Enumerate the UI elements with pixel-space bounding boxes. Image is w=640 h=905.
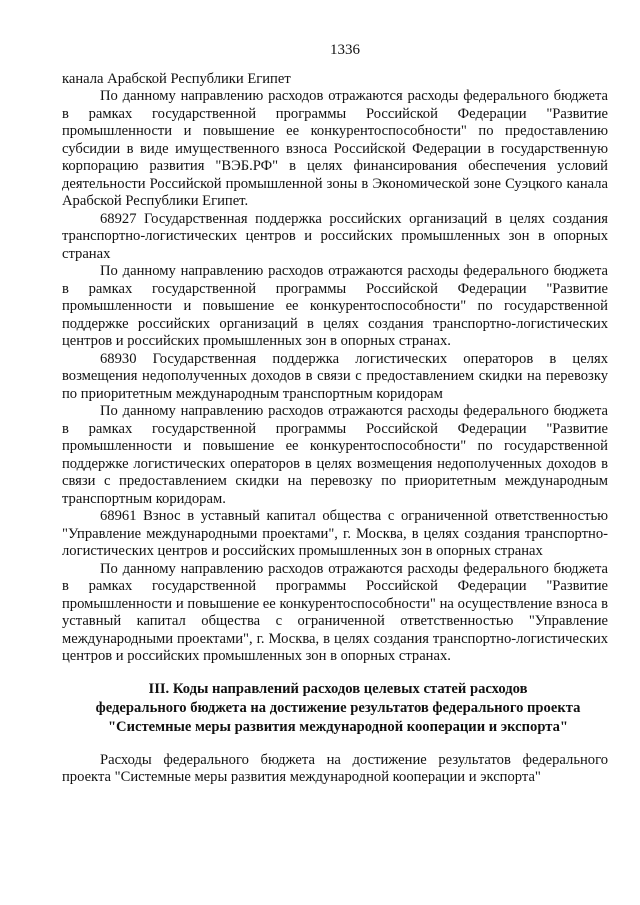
section-heading-line: федерального бюджета на достижение результатов федерального проекта (95, 699, 581, 716)
section-heading (62, 680, 608, 737)
section-heading-line: "Системные меры развития международной кооперации и экспорта" (107, 718, 569, 735)
item-68961-title: 68961 Взнос в уставный капитал общества с ограниченной ответственностью "Управление международными проектами", г. Москва, в целях создания транспортно-логистических центров и российских промышленных зон в опорных странах (62, 508, 608, 559)
page-number: 1336 (330, 42, 360, 58)
paragraph: По данному направлению расходов отражаются расходы федерального бюджета в рамках государственной программы Российской Федерации "Развитие промышленности и повышение ее конкурентоспособности" по предоставлению субсидии в виде имущественного взноса Российской Федерации в государственную корпорацию развития "ВЭБ.РФ" в целях финансирования обеспечения условий деятельности Российской промышленной зоны в Экономической зоне Суэцкого канала Арабской Республики Египет. (62, 88, 608, 209)
paragraph: По данному направлению расходов отражаются расходы федерального бюджета в рамках государственной программы Российской Федерации "Развитие промышленности и повышение ее конкурентоспособности" по государственной поддержке логистических операторов в целях возмещения недополученных доходов в связи с предоставлением скидки на перевозку по приоритетным международным транспортным коридорам. (62, 403, 608, 507)
item-68927-title: 68927 Государственная поддержка российских организаций в целях создания транспортно-логистических центров и российских промышленных зон в опорных странах (62, 210, 608, 262)
item-68930-title: 68930 Государственная поддержка логистических операторов в целях возмещения недополученных доходов в связи с предоставлением скидки на перевозку по приоритетным международным транспортным коридорам (62, 350, 608, 402)
section-heading-line: III. Коды направлений расходов целевых статей расходов (148, 680, 528, 697)
paragraph: По данному направлению расходов отражаются расходы федерального бюджета в рамках государственной программы Российской Федерации "Развитие промышленности и повышение ее конкурентоспособности" по государственной поддержке российских организаций в целях создания транспортно-логистических центров и российских промышленных зон в опорных странах. (62, 263, 608, 349)
closing-paragraph: Расходы федерального бюджета на достижение результатов федерального проекта "Системные меры развития международной кооперации и экспорта" (62, 751, 608, 785)
paragraph: По данному направлению расходов отражаются расходы федерального бюджета в рамках государственной программы Российской Федерации "Развитие промышленности и повышение ее конкурентоспособности" на осуществление взноса в уставный капитал общества с ограниченной ответственностью "Управление международными проектами", г. Москва, в целях создания транспортно-логистических центров и российских промышленных зон в опорных странах. (62, 560, 608, 664)
paragraph-continuation: канала Арабской Республики Египет (62, 70, 291, 87)
